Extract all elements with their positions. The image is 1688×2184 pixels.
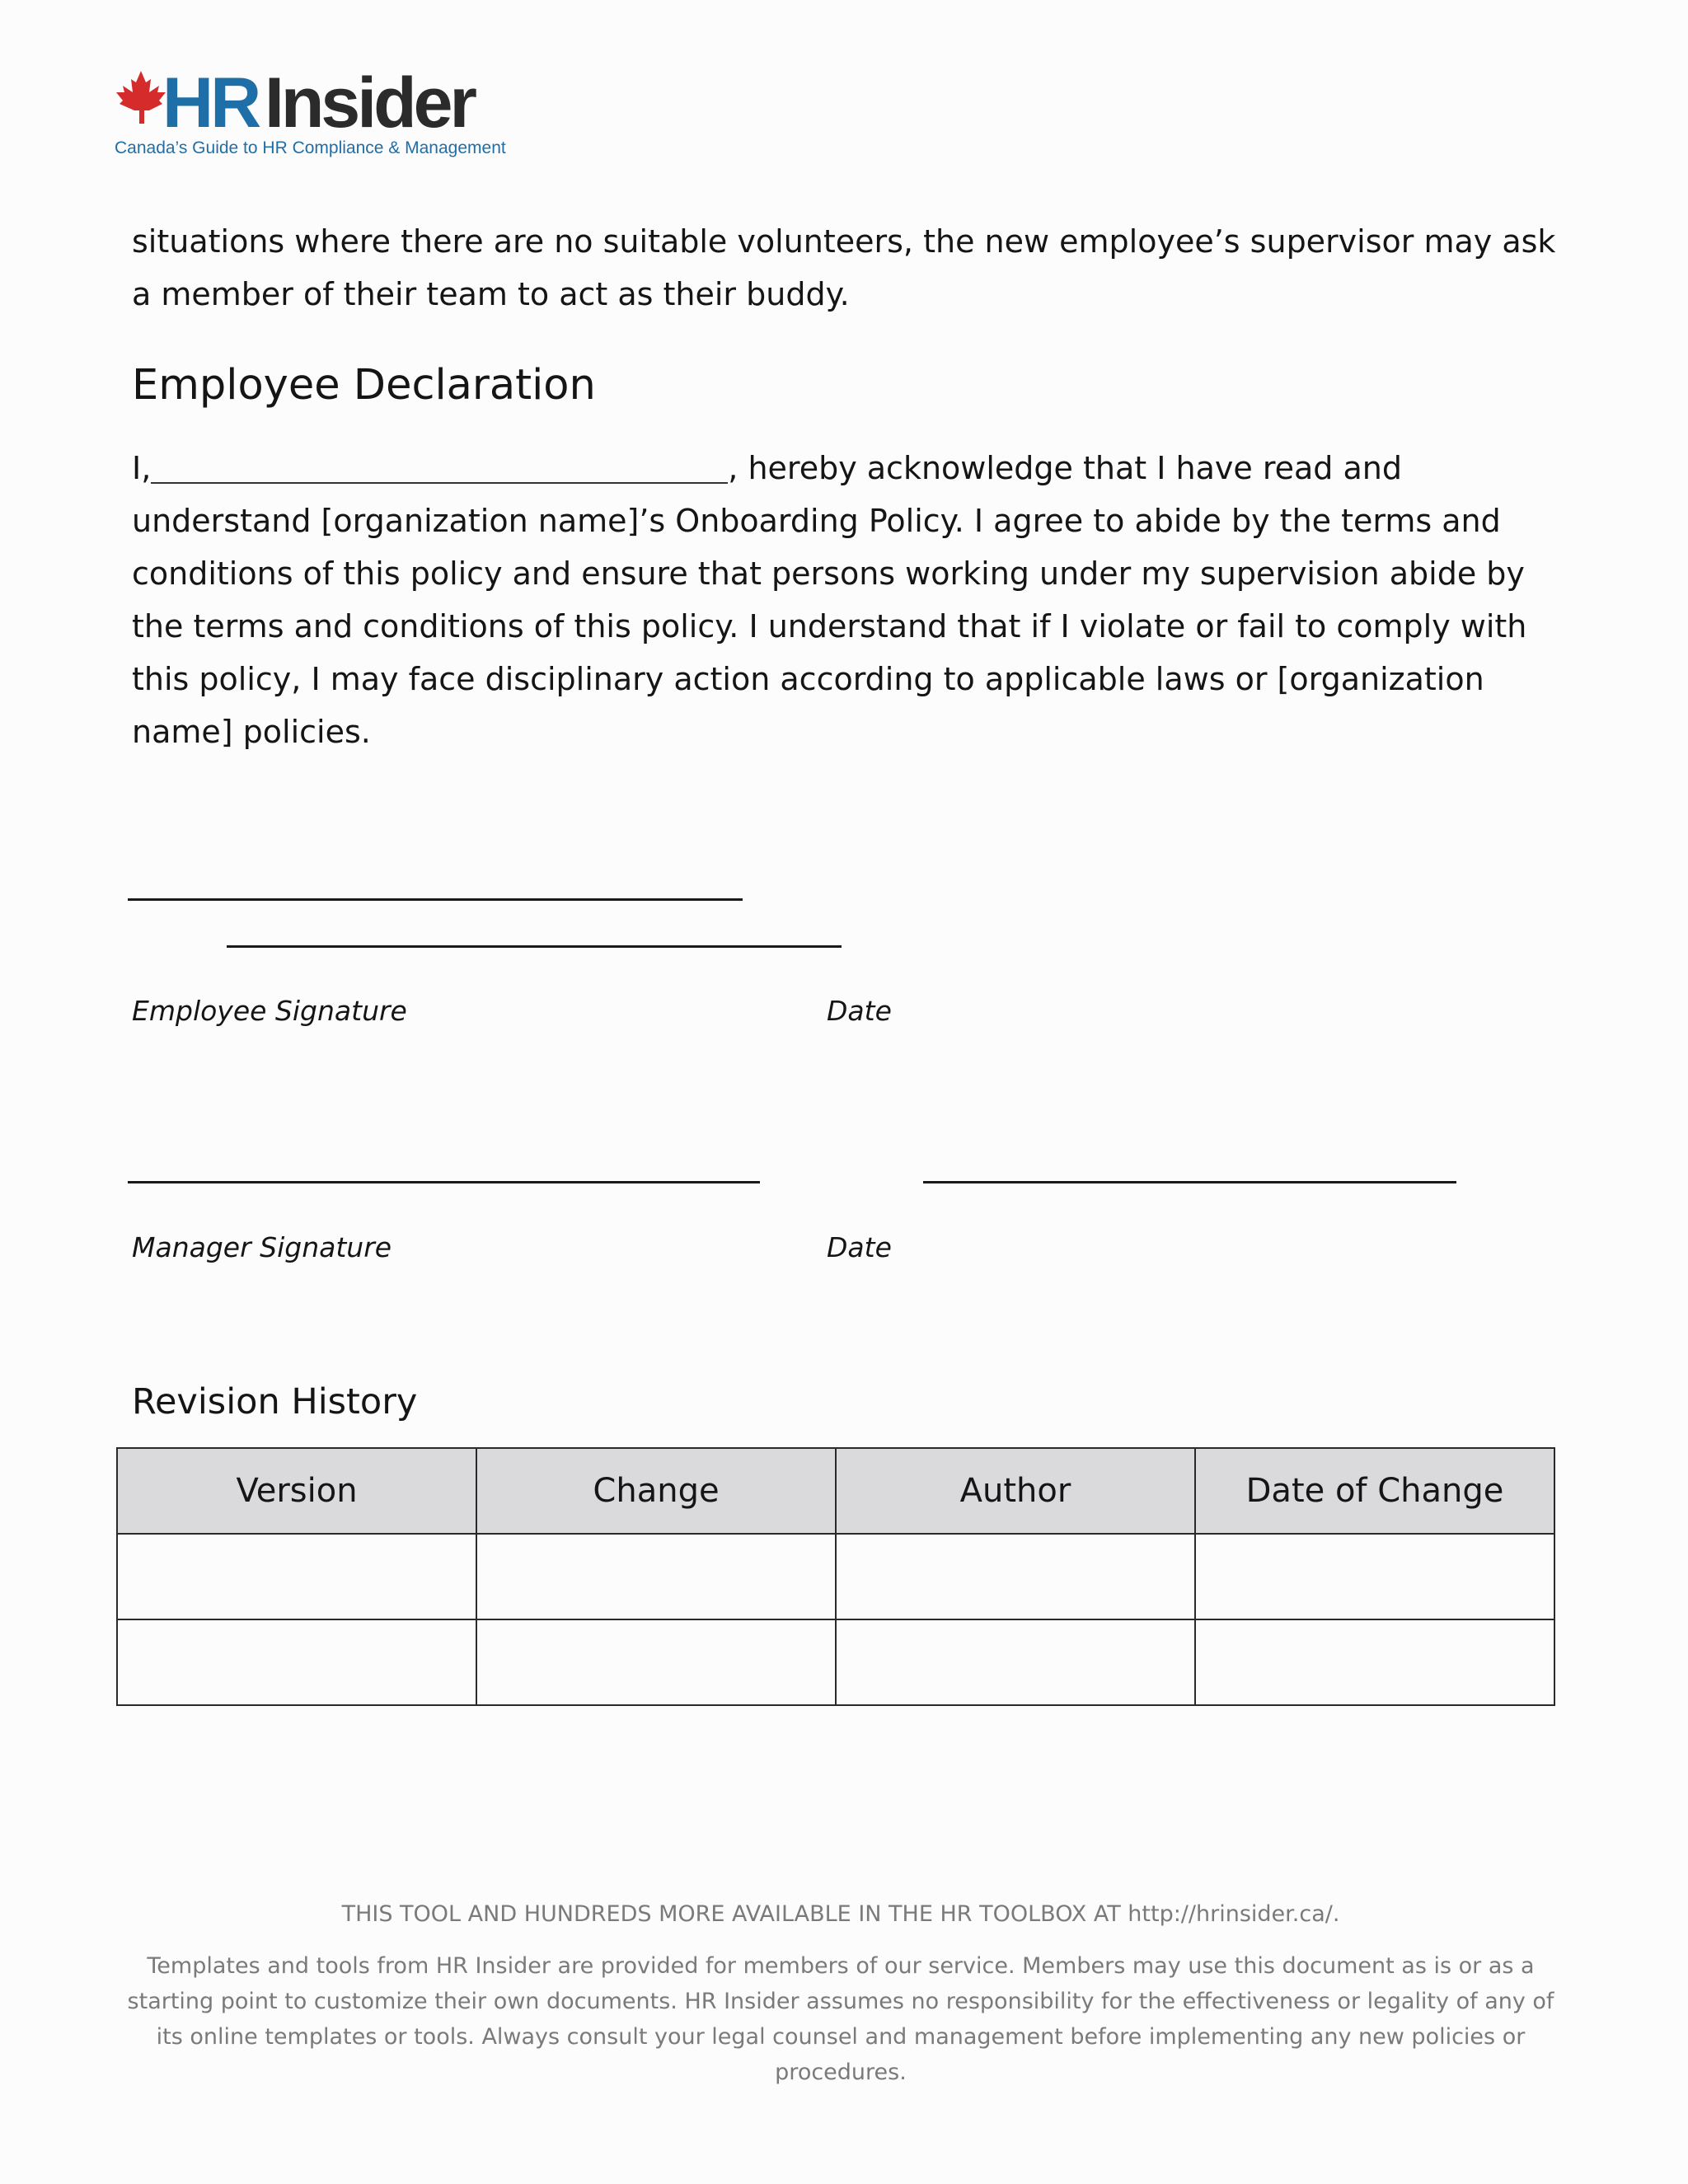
table-cell[interactable] <box>476 1619 836 1705</box>
table-cell[interactable] <box>117 1534 476 1619</box>
declaration-paragraph <box>132 442 1566 758</box>
employee-date-label: Date <box>827 995 892 1027</box>
table-cell[interactable] <box>476 1534 836 1619</box>
footer-disclaimer: Templates and tools from HR Insider are provided for members of our service. Members may use this document as is or as a starting point to customize their own documents. HR Insider assumes no responsibility for the effectiveness or legality of any of its online templates or tools. Always consult your legal counsel and management before implementing any new policies or procedures. <box>127 1953 1554 2085</box>
column-header-version: Version <box>117 1448 476 1534</box>
footer-toolbox-line: THIS TOOL AND HUNDREDS MORE AVAILABLE IN THE HR TOOLBOX AT http://hrinsider.ca/. <box>341 1901 1340 1927</box>
hr-insider-logo-graphic <box>111 68 540 160</box>
maple-leaf-icon <box>116 71 166 124</box>
manager-date-label: Date <box>827 1231 892 1263</box>
logo-insider-text: Insider <box>265 68 474 143</box>
table-header-row <box>117 1448 1554 1534</box>
employee-signature-line[interactable] <box>128 898 743 901</box>
revision-history-heading: Revision History <box>132 1381 418 1422</box>
table-cell[interactable] <box>836 1534 1195 1619</box>
declaration-heading: Employee Declaration <box>132 361 596 410</box>
table-cell[interactable] <box>117 1619 476 1705</box>
revision-history-table <box>116 1447 1555 1706</box>
table-cell[interactable] <box>836 1619 1195 1705</box>
declaration-body: , hereby acknowledge that I have read and understand [organization name]’s Onboarding Policy. I agree to abide by the terms and conditions of this policy and ensure that persons working under my supervision abide by the terms and conditions of this policy. I understand that if I violate or fail to comply with this policy, I may face disciplinary action according to applicable laws or [organization name] policies. <box>132 450 1527 750</box>
employee-name-blank[interactable] <box>151 449 728 484</box>
table-cell[interactable] <box>1195 1534 1554 1619</box>
logo-hr-text: HR <box>162 68 259 143</box>
table-row <box>117 1534 1554 1619</box>
employee-signature-label: Employee Signature <box>132 995 407 1027</box>
manager-signature-label: Manager Signature <box>132 1231 392 1263</box>
column-header-author: Author <box>836 1448 1195 1534</box>
employee-date-line[interactable] <box>227 945 842 948</box>
manager-signature-line[interactable] <box>128 1181 760 1183</box>
table-cell[interactable] <box>1195 1619 1554 1705</box>
logo-tagline: Canada’s Guide to HR Compliance & Management <box>115 138 506 157</box>
declaration-prefix: I, <box>132 450 152 486</box>
hr-insider-logo <box>111 68 540 160</box>
manager-date-line[interactable] <box>923 1181 1456 1183</box>
column-header-change: Change <box>476 1448 836 1534</box>
table-row <box>117 1619 1554 1705</box>
column-header-date-of-change: Date of Change <box>1195 1448 1554 1534</box>
intro-paragraph: situations where there are no suitable volunteers, the new employee’s supervisor may ask a member of their team to act as their buddy. <box>132 223 1556 312</box>
